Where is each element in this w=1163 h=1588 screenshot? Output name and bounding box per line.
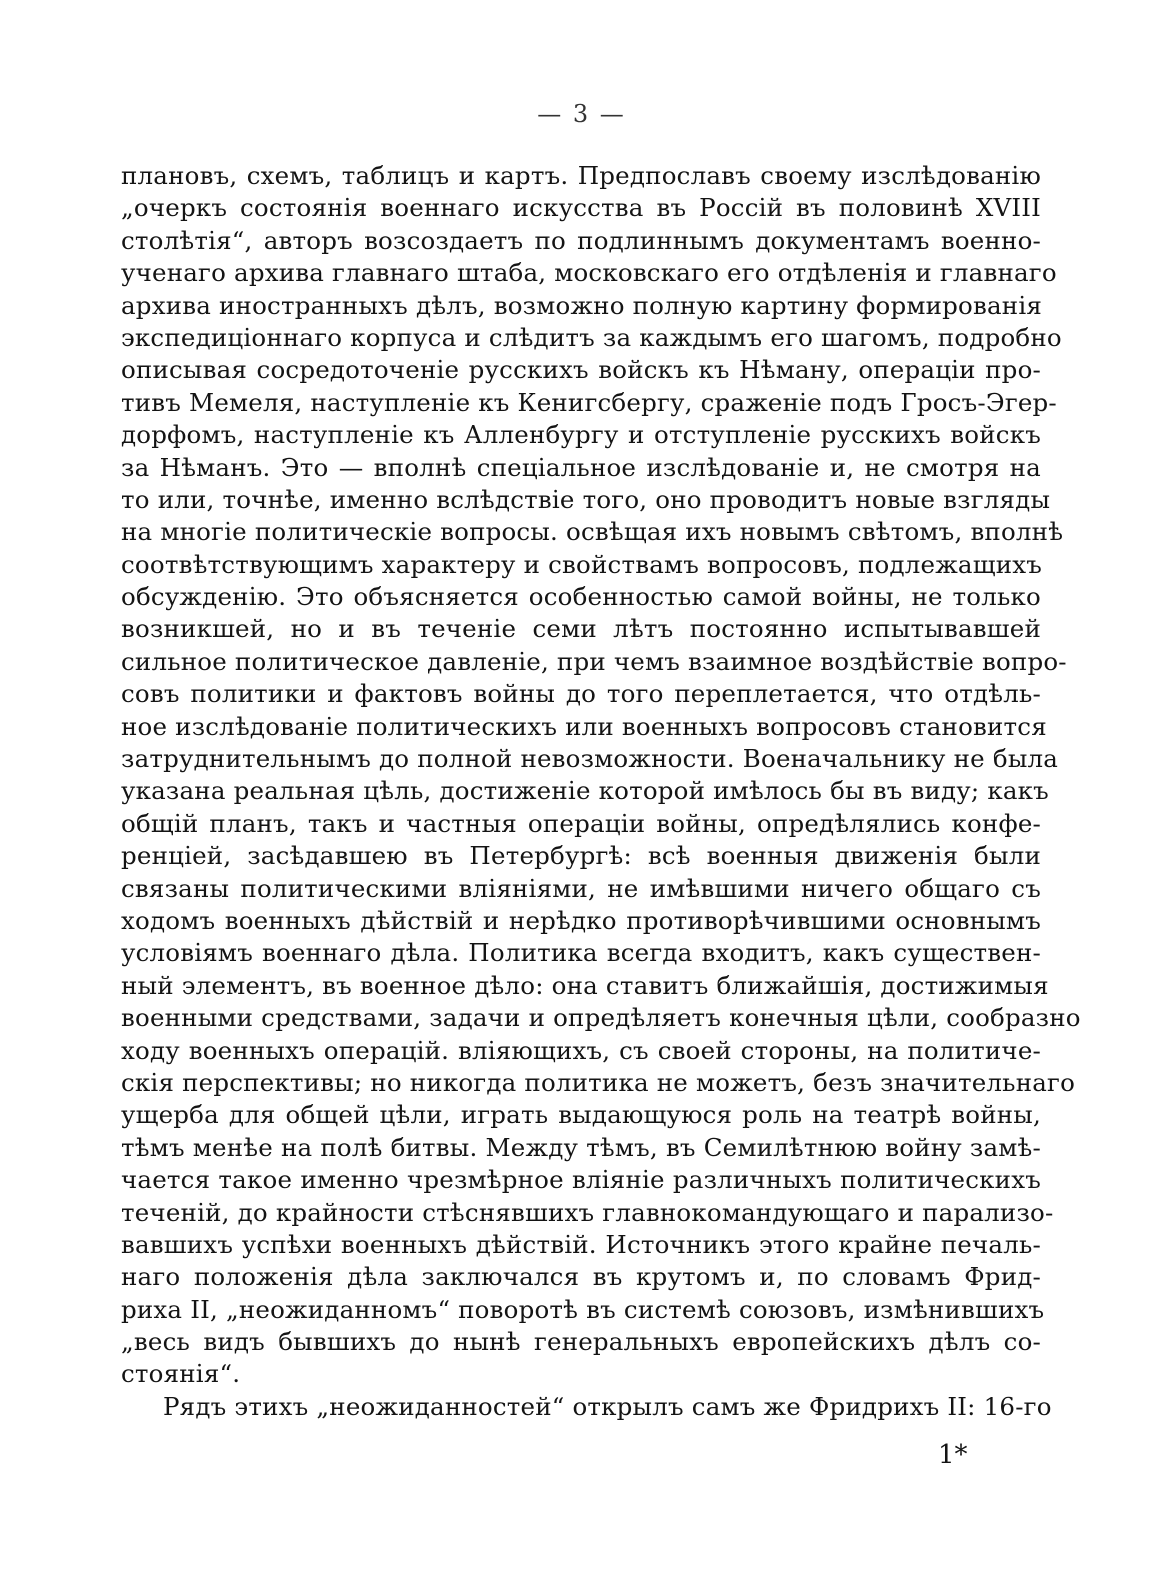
signature-mark: 1*: [938, 1440, 968, 1470]
body-text: [121, 160, 1081, 1423]
text-line: то или, точнѣе, именно вслѣдствіе того, оно проводитъ новые взгляды: [121, 484, 1051, 514]
text-line-paragraph-end: стоянія“.: [121, 1359, 241, 1389]
text-line: ходу военныхъ операцій. вліяющихъ, съ своей стороны, на политиче-: [121, 1035, 1041, 1065]
text-line: военными средствами, задачи и опредѣляетъ конечныя цѣли, сообразно: [121, 1003, 1081, 1033]
text-line: ренціей, засѣдавшею въ Петербургѣ: всѣ военныя движенія были: [121, 841, 1041, 871]
text-line: „весь видъ бывшихъ до нынѣ генеральныхъ европейскихъ дѣлъ со-: [121, 1327, 1041, 1357]
text-line: указана реальная цѣль, достиженіе которой имѣлось бы въ виду; какъ: [121, 776, 1049, 806]
text-line: теченій, до крайности стѣснявшихъ главнокомандующаго и парализо-: [121, 1197, 1054, 1227]
text-line: риха II, „неожиданномъ“ поворотѣ въ системѣ союзовъ, измѣнившихъ: [121, 1294, 1045, 1324]
text-line: плановъ, схемъ, таблицъ и картъ. Предпославъ своему изслѣдованію: [121, 161, 1041, 190]
text-line: ный элементъ, въ военное дѣло: она ставитъ ближайшія, достижимыя: [121, 970, 1049, 1000]
text-line: сильное политическое давленіе, при чемъ взаимное воздѣйствіе вопро-: [121, 646, 1067, 676]
text-line: затруднительнымъ до полной невозможности. Военачальнику не была: [121, 744, 1059, 774]
text-line: общій планъ, такъ и частныя операціи войны, опредѣлялись конфе-: [121, 808, 1041, 838]
page-number-header: — 3 —: [537, 100, 626, 128]
text-line: ученаго архива главнаго штаба, московскаго его отдѣленія и главнаго: [121, 258, 1057, 288]
text-line: ное изслѣдованіе политическихъ или военныхъ вопросовъ становится: [121, 711, 1047, 741]
text-line: тѣмъ менѣе на полѣ битвы. Между тѣмъ, въ Семилѣтнюю войну замѣ-: [121, 1132, 1041, 1162]
text-line: условіямъ военнаго дѣла. Политика всегда входитъ, какъ существен-: [121, 938, 1041, 968]
text-line: описывая сосредоточеніе русскихъ войскъ къ Нѣману, операціи про-: [121, 355, 1041, 385]
text-line-paragraph-start: Рядъ этихъ „неожиданностей“ открылъ самъ же Фридрихъ II: 16-го: [163, 1391, 1052, 1421]
text-line: архива иностранныхъ дѣлъ, возможно полную картину формированія: [121, 290, 1043, 320]
text-line: наго положенія дѣла заключался въ крутомъ и, по словамъ Фрид-: [121, 1262, 1041, 1292]
text-line: совъ политики и фактовъ войны до того переплетается, что отдѣль-: [121, 679, 1041, 709]
text-line: ущерба для общей цѣли, играть выдающуюся роль на театрѣ войны,: [121, 1100, 1041, 1130]
text-line: соотвѣтствующимъ характеру и свойствамъ вопросовъ, подлежащихъ: [121, 549, 1043, 579]
text-line: дорфомъ, наступленіе къ Алленбургу и отступленіе русскихъ войскъ: [121, 420, 1041, 450]
text-line: на многіе политическіе вопросы. освѣщая ихъ новымъ свѣтомъ, вполнѣ: [121, 517, 1064, 547]
text-line: вавшихъ успѣхи военныхъ дѣйствій. Источникъ этого крайне печаль-: [121, 1229, 1041, 1259]
text-line: „очеркъ состоянія военнаго искусства въ Россій въ половинѣ XVIII: [121, 193, 1041, 223]
text-line: чается такое именно чрезмѣрное вліяніе различныхъ политическихъ: [121, 1165, 1041, 1195]
text-line: скія перспективы; но никогда политика не можетъ, безъ значительнаго: [121, 1067, 1076, 1097]
text-line: ходомъ военныхъ дѣйствій и нерѣдко противорѣчившими основнымъ: [121, 905, 1041, 935]
text-line: столѣтія“, авторъ возсоздаетъ по подлиннымъ документамъ военно-: [121, 225, 1041, 255]
text-line: возникшей, но и въ теченіе семи лѣтъ постоянно испытывавшей: [121, 614, 1041, 644]
text-line: тивъ Мемеля, наступленіе къ Кенигсбергу, сраженіе подъ Гросъ-Эгер-: [121, 387, 1057, 417]
text-line: экспедиціоннаго корпуса и слѣдитъ за каждымъ его шагомъ, подробно: [121, 322, 1062, 352]
text-line: связаны политическими вліяніями, не имѣвшими ничего общаго съ: [121, 873, 1041, 903]
text-line: за Нѣманъ. Это — вполнѣ спеціальное изслѣдованіе и, не смотря на: [121, 452, 1041, 482]
text-line: обсужденію. Это объясняется особенностью самой войны, не только: [121, 582, 1041, 612]
